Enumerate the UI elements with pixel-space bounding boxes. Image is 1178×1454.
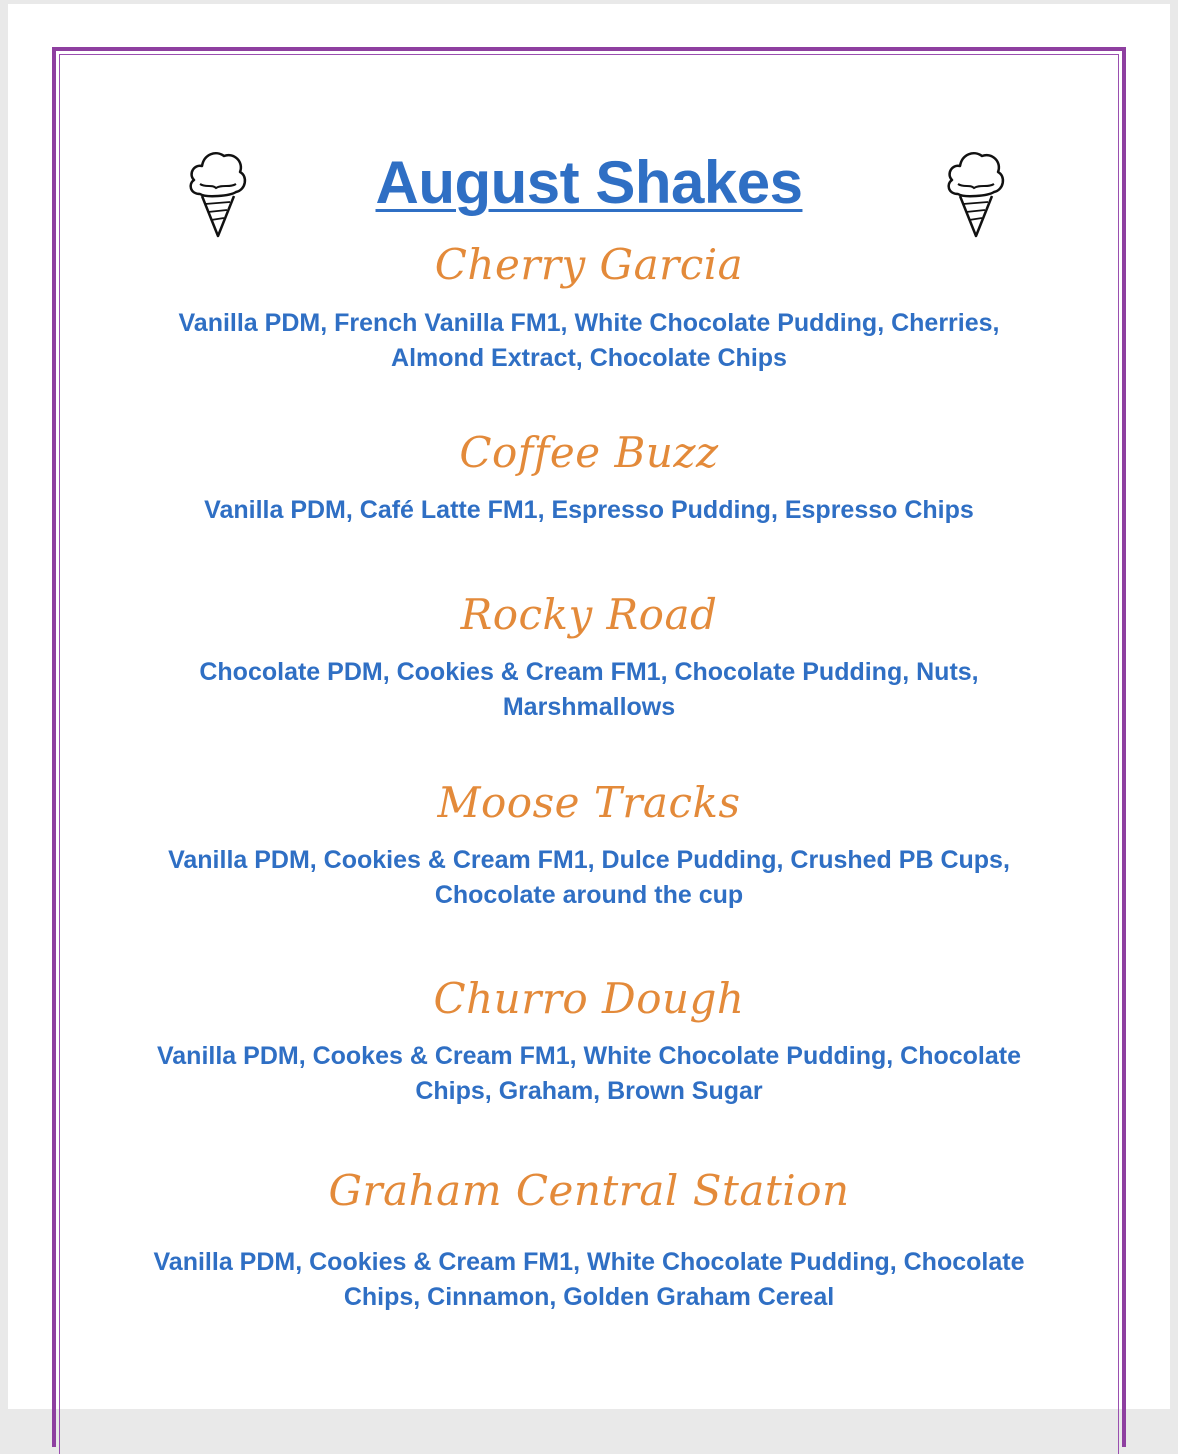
shake-name: Coffee Buzz [459, 428, 719, 477]
shake-name: Graham Central Station [328, 1166, 850, 1215]
page-title-text: August Shakes [375, 149, 803, 216]
shake-name: Rocky Road [460, 590, 718, 639]
shake-ingredients: Chocolate PDM, Cookies & Cream FM1, Chocolate Pudding, Nuts, Marshmallows [199, 658, 979, 721]
shake-name: Churro Dough [433, 974, 745, 1023]
shake-ingredients: Vanilla PDM, French Vanilla FM1, White Chocolate Pudding, Cherries, Almond Extract, Chocolate Chips [178, 309, 1000, 372]
page-title [0, 148, 1178, 217]
shake-name: Moose Tracks [437, 778, 741, 827]
shake-name: Cherry Garcia [434, 240, 744, 289]
shake-ingredients: Vanilla PDM, Cookies & Cream FM1, Dulce Pudding, Crushed PB Cups, Chocolate around the cup [168, 846, 1010, 909]
shake-ingredients: Vanilla PDM, Cookies & Cream FM1, White Chocolate Pudding, Chocolate Chips, Cinnamon, Golden Graham Cereal [153, 1248, 1025, 1311]
shake-ingredients: Vanilla PDM, Café Latte FM1, Espresso Pudding, Espresso Chips [204, 496, 974, 524]
shake-ingredients: Vanilla PDM, Cookes & Cream FM1, White Chocolate Pudding, Chocolate Chips, Graham, Brown Sugar [156, 1042, 1021, 1105]
